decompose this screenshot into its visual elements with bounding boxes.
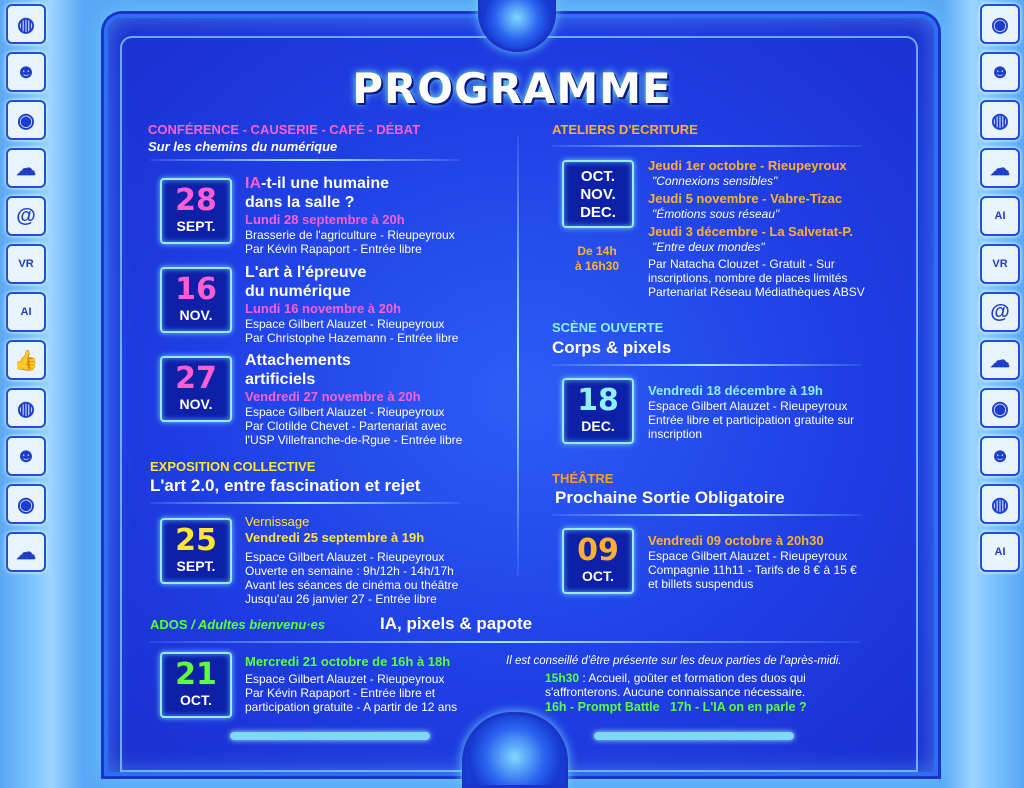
event-line: inscription [648,427,703,441]
event-when: Lundi 16 novembre à 20h [245,301,402,316]
thumbs-up-icon: 👍 [6,340,46,380]
event-line: Espace Gilbert Alauzet - Rieupeyroux [245,550,445,564]
date-month: SEPT. [176,558,216,574]
atelier-session-when: Jeudi 5 novembre - Vabre-Tizac [648,191,843,206]
cloud-icon: ☁ [980,340,1020,380]
event-title-line2: artificiels [245,371,316,388]
conference-category: CONFÉRENCE - CAUSERIE - CAFÉ - DÉBAT [148,122,421,137]
exposition-category: EXPOSITION COLLECTIVE [150,459,316,474]
event-line: participation gratuite - A partir de 12 ans [245,700,458,714]
bottom-bar-left [230,732,430,740]
date-box [160,267,232,333]
date-month: DEC. [581,418,615,434]
event-vernissage: Vernissage [245,514,310,529]
users-icon: ☻ [980,436,1020,476]
event-title-rest: -t-il une humaine [261,175,389,192]
event-title-line2: du numérique [245,283,351,300]
event-card [648,533,898,591]
ados-schedule-time: 15h30 [545,671,580,685]
date-month: OCT. [582,568,614,584]
users-icon: ☻ [6,52,46,92]
ateliers-card [648,158,898,299]
date-box [160,518,232,584]
date-month: NOV. [179,396,213,412]
cloud-icon: ☁ [980,148,1020,188]
event-card [245,514,515,606]
date-month: OCT. [180,692,212,708]
separator [150,159,460,161]
date-month: OCT. [580,168,616,185]
theatre-category: THÉÂTRE [552,471,614,486]
date-day: 28 [175,183,217,218]
event-line: Brasserie de l'agriculture - Rieupeyroux [245,228,455,242]
ados-schedule-line [545,671,865,685]
page-title: PROGRAMME [352,64,672,113]
wifi-icon: ◉ [980,388,1020,428]
ateliers-hours-end: à 16h30 [574,259,620,273]
event-card [245,263,515,345]
ados-schedule-text: : Accueil, goûter et formation des duos qui [579,671,806,685]
event-line: Par Kévin Rapaport - Entrée libre [245,242,422,256]
globe-icon: ◍ [6,4,46,44]
event-line: Ouverte en semaine : 9h/12h - 14h/17h [245,564,454,578]
date-box [160,652,232,718]
date-month: NOV. [580,186,616,203]
cloud-icon: ☁ [6,532,46,572]
globe-icon: ◍ [980,100,1020,140]
scene-heading: Corps & pixels [552,338,672,357]
wifi-icon: ◉ [980,4,1020,44]
event-line: Espace Gilbert Alauzet - Rieupeyroux [648,399,848,413]
ados-schedule-17: 17h - L'IA on en parle ? [670,700,807,714]
date-day: 21 [175,657,217,692]
date-box [160,178,232,244]
date-day: 25 [175,523,217,558]
event-when: Mercredi 21 octobre de 16h à 18h [245,654,451,669]
ai-chip-icon: AI [980,196,1020,236]
event-line: et billets suspendus [648,577,754,591]
ateliers-hours [562,244,632,274]
event-line: Par Clotilde Chevet - Partenariat avec [245,419,447,433]
ai-chip-icon: AI [6,292,46,332]
date-month: NOV. [179,307,213,323]
event-line: Compagnie 11h11 - Tarifs de 8 € à 15 € [648,563,857,577]
event-card [245,351,515,447]
vr-icon: VR [980,244,1020,284]
ados-schedule-16: 16h - Prompt Battle [545,700,660,714]
at-icon: @ [6,196,46,236]
ados-note: Il est conseillé d'être présente sur les deux parties de l'après-midi. [506,655,842,667]
event-title: Attachements [245,352,351,369]
event-title-line2: dans la salle ? [245,194,355,211]
bottom-bar-right [594,732,794,740]
users-icon: ☻ [6,436,46,476]
date-month: DEC. [580,204,616,221]
date-box [562,528,634,594]
event-title: L'art à l'épreuve [245,264,367,281]
separator [552,364,862,366]
event-when: Vendredi 09 octobre à 20h30 [648,533,824,548]
event-card [648,383,898,441]
event-line: Jusqu'au 26 janvier 27 - Entrée libre [245,592,437,606]
separator [552,145,862,147]
event-line: Par Christophe Hazemann - Entrée libre [245,331,459,345]
date-day: 16 [175,272,217,307]
atelier-session-theme: "Émotions sous réseau" [652,207,780,221]
conference-subtitle: Sur les chemins du numérique [148,139,338,154]
ados-schedule [545,671,865,714]
date-day: 09 [577,533,619,568]
event-when: Vendredi 25 septembre à 19h [245,530,425,545]
event-line: Espace Gilbert Alauzet - Rieupeyroux [245,317,445,331]
right-icon-column [980,0,1020,772]
ados-category-rest: / Adultes bienvenu·es [187,617,326,632]
globe-icon: ◍ [980,484,1020,524]
event-line: inscriptions, nombre de places limités [648,271,848,285]
event-when: Lundi 28 septembre à 20h [245,212,405,227]
event-card [245,174,515,256]
globe-icon: ◍ [6,388,46,428]
ados-schedule-line: s'affronterons. Aucune connaissance nécessaire. [545,685,806,699]
atelier-session-when: Jeudi 3 décembre - La Salvetat-P. [648,224,853,239]
cloud-icon: ☁ [6,148,46,188]
date-day: 18 [577,383,619,418]
event-line: Espace Gilbert Alauzet - Rieupeyroux [245,405,445,419]
event-line: Entrée libre et participation gratuite sur [648,413,855,427]
ai-chip-icon: AI [980,532,1020,572]
date-month: SEPT. [176,218,216,234]
date-box [562,378,634,444]
event-line: Espace Gilbert Alauzet - Rieupeyroux [648,549,848,563]
event-line: Par Natacha Clouzet - Gratuit - Sur [648,257,835,271]
scene-category: SCÈNE OUVERTE [552,320,664,335]
date-box [160,356,232,422]
wifi-icon: ◉ [6,100,46,140]
event-title [245,174,515,193]
ateliers-hours-start: De 14h [577,244,617,258]
ados-schedule-line [545,700,865,714]
date-box [562,160,634,228]
vr-icon: VR [6,244,46,284]
event-line: Par Kévin Rapaport - Entrée libre et [245,686,436,700]
ados-heading: IA, pixels & papote [380,614,533,633]
users-icon: ☻ [980,52,1020,92]
separator [552,514,862,516]
atelier-session-theme: "Connexions sensibles" [652,174,778,188]
event-line: Avant les séances de cinéma ou théâtre [245,578,459,592]
atelier-session-when: Jeudi 1er octobre - Rieupeyroux [648,158,847,173]
theatre-heading: Prochaine Sortie Obligatoire [555,488,785,507]
separator [150,502,460,504]
event-when: Vendredi 18 décembre à 19h [648,383,823,398]
event-title-prefix: IA [245,175,261,192]
event-card [245,654,515,714]
exposition-heading: L'art 2.0, entre fascination et rejet [150,476,421,495]
event-line: Espace Gilbert Alauzet - Rieupeyroux [245,672,445,686]
column-divider [517,136,519,576]
ados-category-main: ADOS [150,617,188,632]
separator [150,641,860,643]
left-icon-column [6,0,46,772]
ateliers-category: ATELIERS D'ECRITURE [552,122,698,137]
event-line: l'USP Villefranche-de-Rgue - Entrée libre [245,433,463,447]
at-icon: @ [980,292,1020,332]
ados-category [150,617,325,632]
event-line: Partenariat Réseau Médiathèques ABSV [648,285,865,299]
date-day: 27 [175,361,217,396]
wifi-icon: ◉ [6,484,46,524]
event-when: Vendredi 27 novembre à 20h [245,389,421,404]
atelier-session-theme: "Entre deux mondes" [652,240,765,254]
